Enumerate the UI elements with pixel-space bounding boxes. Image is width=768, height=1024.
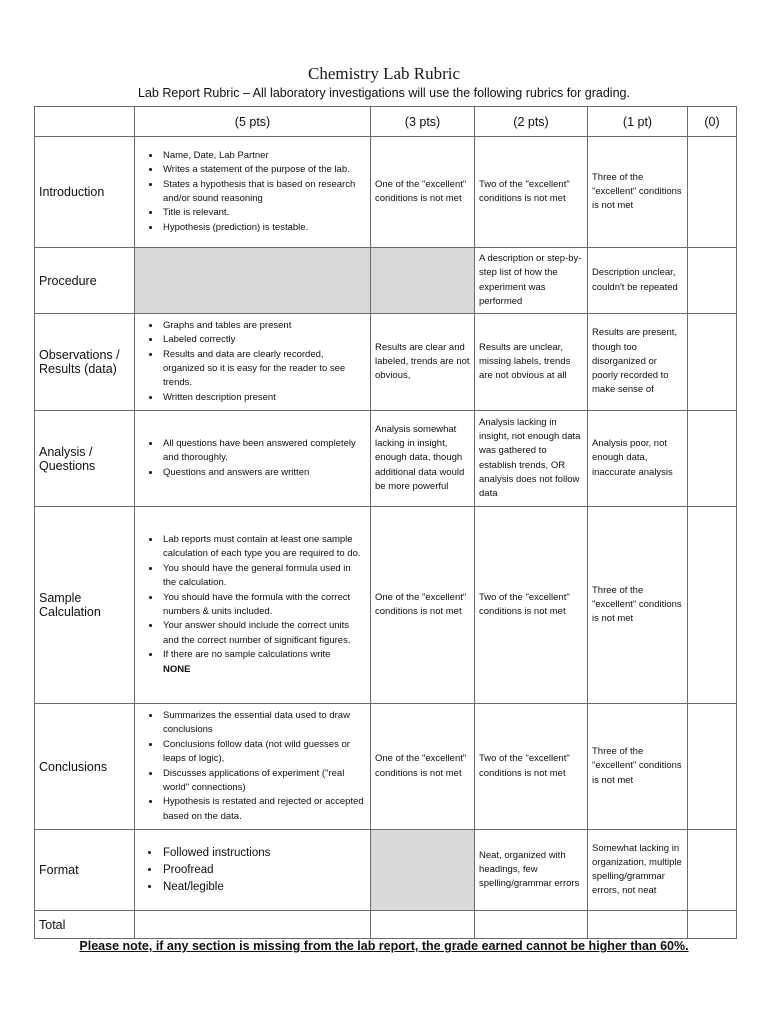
criteria-item-text: If there are no sample calculations write: [163, 649, 331, 661]
score-3pts-cell: One of the "excellent" conditions is not met: [371, 507, 475, 704]
criteria-item: • Proofread: [161, 862, 366, 879]
criteria-list: [139, 149, 366, 235]
criteria-item: • Questions and answers are written: [161, 466, 366, 480]
score-3pts-cell: One of the "excellent" conditions is not met: [371, 704, 475, 830]
header-cell-category: [35, 107, 135, 137]
criteria-cell: [135, 314, 371, 411]
criteria-item: • Labeled correctly: [161, 333, 366, 347]
category-label: Format: [35, 830, 135, 911]
total-cell: [371, 911, 475, 939]
criteria-item: • Graphs and tables are present: [161, 319, 366, 333]
score-0pts-cell: [688, 830, 737, 911]
score-0pts-cell: [688, 314, 737, 411]
score-1pt-cell: Three of the "excellent" conditions is not met: [588, 507, 688, 704]
header-cell-5pts: (5 pts): [135, 107, 371, 137]
criteria-item: • Discusses applications of experiment ("real world" connections): [161, 767, 366, 796]
criteria-item: • You should have the general formula used in the calculation.: [161, 562, 366, 591]
total-cell: [688, 911, 737, 939]
score-1pt-cell: Three of the "excellent" conditions is not met: [588, 704, 688, 830]
criteria-item: • Title is relevant.: [161, 206, 366, 220]
criteria-item: • Followed instructions: [161, 845, 366, 862]
score-2pts-cell: Results are unclear, missing labels, trends are not obvious at all: [475, 314, 588, 411]
criteria-list: [139, 437, 366, 480]
row-sample-calculation: [35, 507, 737, 704]
header-cell-1pt: (1 pt): [588, 107, 688, 137]
category-label: Procedure: [35, 248, 135, 314]
criteria-item: • States a hypothesis that is based on research and/or sound reasoning: [161, 178, 366, 207]
shaded-cell: [371, 830, 475, 911]
header-cell-3pts: (3 pts): [371, 107, 475, 137]
total-cell: [135, 911, 371, 939]
category-label: Sample Calculation: [35, 507, 135, 704]
criteria-cell: [135, 704, 371, 830]
score-2pts-cell: Two of the "excellent" conditions is not met: [475, 507, 588, 704]
page-title: Chemistry Lab Rubric: [307, 64, 461, 83]
criteria-item: • Lab reports must contain at least one sample calculation of each type you are required to do.: [161, 533, 366, 562]
row-observations: [35, 314, 737, 411]
score-0pts-cell: [688, 411, 737, 507]
score-0pts-cell: [688, 248, 737, 314]
criteria-none-keyword: NONE: [163, 663, 191, 675]
criteria-item: • Conclusions follow data (not wild guesses or leaps of logic),: [161, 738, 366, 767]
row-total: [35, 911, 737, 939]
score-0pts-cell: [688, 137, 737, 248]
category-label: Total: [35, 911, 135, 939]
score-1pt-cell: Somewhat lacking in organization, multiple spelling/grammar errors, not neat: [588, 830, 688, 911]
row-analysis: [35, 411, 737, 507]
score-2pts-cell: A description or step-by-step list of how the experiment was performed: [475, 248, 588, 314]
header-cell-2pts: (2 pts): [475, 107, 588, 137]
score-2pts-cell: Neat, organized with headings, few spelling/grammar errors: [475, 830, 588, 911]
score-2pts-cell: Two of the "excellent" conditions is not met: [475, 704, 588, 830]
score-2pts-cell: Analysis lacking in insight, not enough data was gathered to establish trends, OR analysis does not follow data: [475, 411, 588, 507]
row-procedure: [35, 248, 737, 314]
row-introduction: [35, 137, 737, 248]
criteria-list: [139, 533, 366, 677]
criteria-item: • Results and data are clearly recorded, organized so it is easy for the reader to see trends.: [161, 348, 366, 391]
criteria-item: • You should have the formula with the correct numbers & units included.: [161, 591, 366, 620]
category-label: Analysis / Questions: [35, 411, 135, 507]
criteria-item: • All questions have been answered completely and thoroughly.: [161, 437, 366, 466]
score-1pt-cell: Results are present, though too disorganized or poorly recorded to make sense of: [588, 314, 688, 411]
score-0pts-cell: [688, 704, 737, 830]
criteria-cell: [135, 137, 371, 248]
row-format: [35, 830, 737, 911]
page-subtitle: Lab Report Rubric – All laboratory investigations will use the following rubrics for grading.: [138, 86, 630, 100]
header-cell-0pts: (0): [688, 107, 737, 137]
criteria-list: [139, 319, 366, 405]
criteria-item: • Hypothesis is restated and rejected or accepted based on the data.: [161, 795, 366, 824]
criteria-item: • Summarizes the essential data used to draw conclusions: [161, 709, 366, 738]
score-1pt-cell: Analysis poor, not enough data, inaccurate analysis: [588, 411, 688, 507]
criteria-item: • Your answer should include the correct units and the correct number of significant figures.: [161, 619, 366, 648]
score-0pts-cell: [688, 507, 737, 704]
criteria-cell: [135, 411, 371, 507]
score-1pt-cell: Three of the "excellent" conditions is not met: [588, 137, 688, 248]
total-cell: [475, 911, 588, 939]
criteria-item: [161, 648, 366, 677]
footer-note: Please note, if any section is missing from the lab report, the grade earned cannot be higher than 60%.: [79, 939, 689, 953]
criteria-item: • Written description present: [161, 391, 366, 405]
criteria-item: • Writes a statement of the purpose of the lab.: [161, 163, 366, 177]
criteria-list: [139, 845, 366, 896]
row-conclusions: [35, 704, 737, 830]
criteria-item: • Neat/legible: [161, 879, 366, 896]
shaded-cell: [371, 248, 475, 314]
criteria-item: • Hypothesis (prediction) is testable.: [161, 221, 366, 235]
score-3pts-cell: Analysis somewhat lacking in insight, enough data, though additional data would be more powerful: [371, 411, 475, 507]
category-label: Conclusions: [35, 704, 135, 830]
category-label: Observations / Results (data): [35, 314, 135, 411]
shaded-cell: [135, 248, 371, 314]
header-row: [35, 107, 737, 137]
score-2pts-cell: Two of the "excellent" conditions is not met: [475, 137, 588, 248]
total-cell: [588, 911, 688, 939]
rubric-table: [34, 106, 737, 939]
category-label: Introduction: [35, 137, 135, 248]
criteria-cell: [135, 830, 371, 911]
criteria-cell: [135, 507, 371, 704]
score-1pt-cell: Description unclear, couldn't be repeated: [588, 248, 688, 314]
criteria-item: • Name, Date, Lab Partner: [161, 149, 366, 163]
score-3pts-cell: Results are clear and labeled, trends are not obvious,: [371, 314, 475, 411]
criteria-list: [139, 709, 366, 824]
score-3pts-cell: One of the "excellent" conditions is not met: [371, 137, 475, 248]
